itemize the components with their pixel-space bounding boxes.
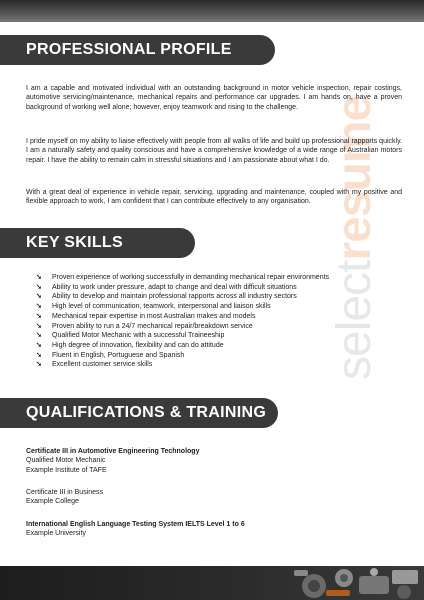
arrow-right-icon: ➘ <box>36 293 42 301</box>
skill-item: ➘ High level of communication, teamwork, interpersonal and liaison skills <box>36 303 271 311</box>
qualification-title: Certificate III in Business <box>26 489 104 496</box>
professional-profile-header <box>0 35 275 65</box>
arrow-right-icon: ➘ <box>36 274 42 281</box>
arrow-right-icon: ➘ <box>36 332 42 340</box>
qualification-institution: Example Institute of TAFE <box>26 466 107 474</box>
skills-list <box>36 273 329 370</box>
skill-item: ➘ Mechanical repair expertise in most Australian makes and models <box>36 312 256 320</box>
qualification-title: International English Language Testing System IELTS Level 1 to 6 <box>26 521 245 528</box>
skill-item: ➘ Excellent customer service skills <box>36 361 153 369</box>
qualifications-header <box>0 398 278 428</box>
skill-item: ➘ Proven ability to run a 24/7 mechanical repair/breakdown service <box>36 322 253 330</box>
header-title: KEY SKILLS <box>26 234 123 251</box>
arrow-right-icon: ➘ <box>36 322 42 330</box>
profile-paragraph-1: I am a capable and motivated individual with an outstanding background in motor vehicle inspection, repair costings, automotive servicing/maintenance, mechanical repairs and performance car upgrades. I am hands on, have a proven background of working well alone; however, enjoy teamwork and rising to the challenge. <box>26 85 402 111</box>
skill-item: ➘ Ability to work under pressure, adapt to change and deal with difficult situations <box>36 283 297 291</box>
qualification-title: Certificate III in Automotive Engineering Technology <box>26 448 200 455</box>
skill-item: ➘ High degree of innovation, flexibility and can do attitude <box>36 341 224 349</box>
qualification-institution: Example University <box>26 530 86 538</box>
profile-paragraph-3: With a great deal of experience in vehicle repair, servicing, upgrading and maintenance, coupled with my positive and flexible approach to work, I am confident that I can contribute effectively to any organisation. <box>26 189 402 206</box>
skill-item: ➘ Qualified Motor Mechanic with a successful Traineeship <box>36 332 225 340</box>
skill-item: ➘ Proven experience of working successfully in demanding mechanical repair environments <box>36 274 330 281</box>
qualification-entry <box>26 447 199 475</box>
header-title: QUALIFICATIONS & TRAINING <box>26 404 267 421</box>
arrow-right-icon: ➘ <box>36 361 42 369</box>
profile-paragraph-2: I pride myself on my ability to liaise effectively with people from all walks of life and build up professional rapports quickly. I am a naturally safety and quality conscious and have a comprehensive knowledge of a wide range of Australian motors repair. I have the ability to remain calm in stressful situations and I am passionate about what I do. <box>26 138 402 164</box>
qualification-institution: Example College <box>26 498 79 506</box>
engine-parts-image <box>274 566 424 600</box>
key-skills-header <box>0 228 195 258</box>
arrow-right-icon: ➘ <box>36 312 42 320</box>
qualification-entry <box>26 488 103 507</box>
watermark-logo: selectresume <box>328 95 381 380</box>
header-title: PROFESSIONAL PROFILE <box>26 41 232 58</box>
skill-item: ➘ Fluent in English, Portuguese and Spanish <box>36 351 185 359</box>
arrow-right-icon: ➘ <box>36 303 42 311</box>
top-banner <box>0 0 424 22</box>
qualification-entry <box>26 520 245 539</box>
qualification-detail: Qualified Motor Mechanic <box>26 457 106 465</box>
arrow-right-icon: ➘ <box>36 341 42 349</box>
bottom-banner <box>0 566 424 600</box>
skill-item: ➘ Ability to develop and maintain professional rapports across all industry sectors <box>36 293 297 301</box>
arrow-right-icon: ➘ <box>36 283 42 291</box>
arrow-right-icon: ➘ <box>36 351 42 359</box>
